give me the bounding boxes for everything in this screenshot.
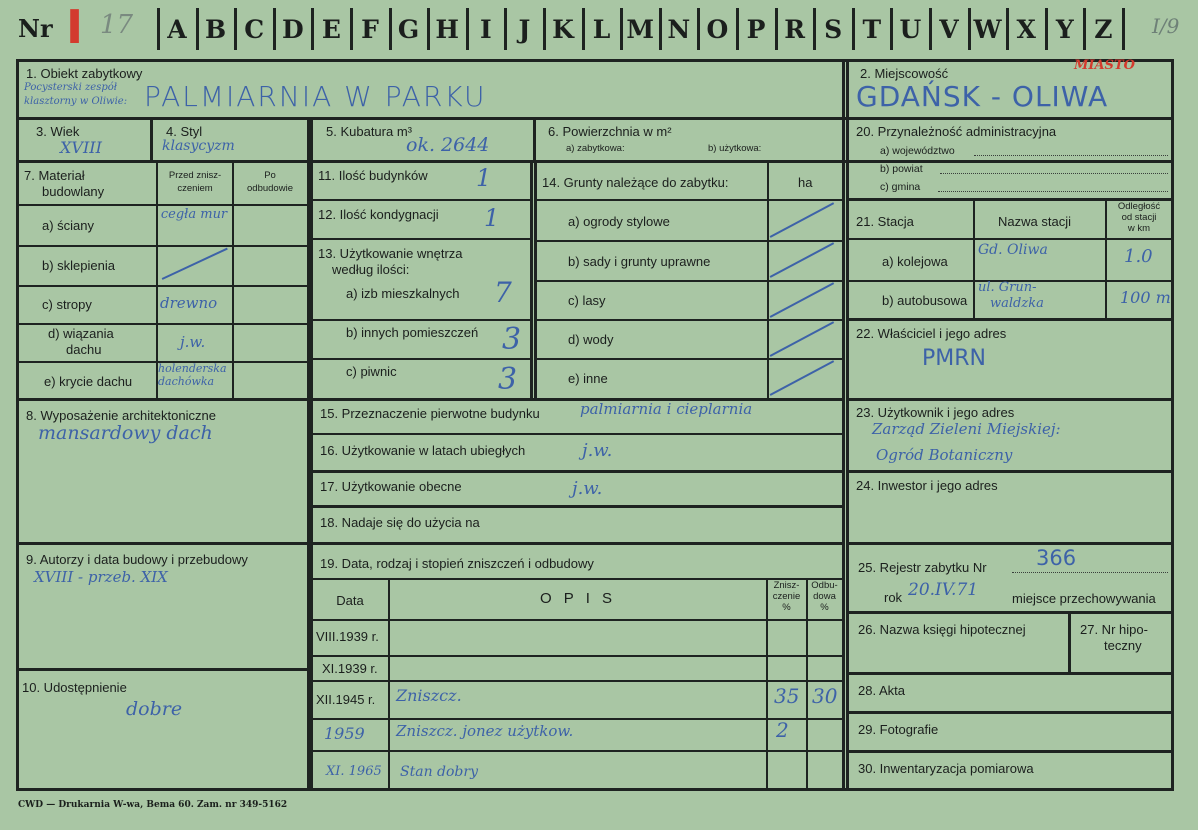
field-6-b: b) użytkowa:: [708, 143, 762, 154]
field-21-b-name-2: waldzka: [990, 296, 1044, 311]
index-separator: [1006, 8, 1009, 50]
index-separator: [697, 8, 700, 50]
field-21-label: 21. Stacja: [856, 214, 914, 229]
field-2-label: 2. Miejscowość: [860, 66, 949, 81]
index-letter-g: G: [397, 14, 420, 44]
field-19-col-o-2: dowa: [813, 591, 836, 602]
field-23-value-1: Zarząd Zieleni Miejskiej:: [872, 420, 1061, 438]
field-11-value: 1: [476, 164, 492, 192]
index-separator: [1083, 8, 1086, 50]
index-separator: [389, 8, 392, 50]
index-letter-k: K: [552, 14, 574, 44]
field-21-b: b) autobusowa: [882, 293, 968, 308]
field-19-col-opis: O P I S: [539, 590, 617, 607]
index-letter-d: D: [281, 14, 304, 44]
field-20-c: c) gmina: [880, 181, 921, 193]
field-19-col-o-3: %: [820, 602, 829, 613]
field-19-row-4-opis: Zniszcz. jonez użytkow.: [396, 722, 574, 740]
field-14-row-e: e) inne: [568, 371, 608, 386]
index-separator: [659, 8, 662, 50]
field-7-row-b: b) sklepienia: [42, 258, 115, 273]
field-6-a: a) zabytkowa:: [566, 143, 625, 154]
index-separator: [852, 8, 855, 50]
index-separator: [620, 8, 623, 50]
field-14-unit: ha: [798, 175, 813, 190]
field-2-note: MIASTO: [1074, 58, 1135, 73]
field-13-c: c) piwnic: [346, 364, 397, 379]
index-letter-p: P: [746, 14, 766, 44]
field-13-label-1: 13. Użytkowanie wnętrza: [318, 246, 463, 261]
index-separator: [929, 8, 932, 50]
field-1-value: PALMIARNIA W PARKU: [144, 80, 487, 113]
field-1-note-1: Pocysterski zespół: [24, 82, 117, 93]
index-letter-s: S: [824, 14, 843, 44]
field-22-label: 22. Właściciel i jego adres: [856, 326, 1007, 341]
field-7-row-a: a) ściany: [42, 218, 95, 233]
index-separator: [350, 8, 353, 50]
field-7-row-e: e) krycie dachu: [44, 374, 133, 389]
index-letter-c: C: [244, 14, 265, 44]
field-25-value: 366: [1036, 546, 1077, 570]
index-separator: [582, 8, 585, 50]
field-14-row-d: d) wody: [568, 332, 614, 347]
field-7-row-d-1: d) wiązania: [48, 326, 114, 341]
index-separator: [1122, 8, 1125, 50]
field-19-row-4-date: 1959: [324, 724, 365, 743]
field-25-rok-value: 20.IV.71: [908, 580, 979, 600]
field-19-row-5-opis: Stan dobry: [400, 764, 478, 780]
field-13-a-value: 7: [494, 276, 512, 309]
index-separator: [890, 8, 893, 50]
field-21-col-dist-1: Odległość: [1117, 201, 1161, 212]
field-1-note-2: klasztorny w Oliwie:: [24, 96, 128, 107]
corner-mark: I/9: [1152, 14, 1180, 38]
index-letter-o: O: [706, 14, 729, 44]
field-9-label: 9. Autorzy i data budowy i przebudowy: [26, 552, 248, 567]
field-20-label: 20. Przynależność administracyjna: [856, 124, 1057, 139]
index-separator: [466, 8, 469, 50]
field-17-value: j.w.: [572, 478, 603, 499]
field-21-b-dist: 100 m: [1120, 288, 1171, 307]
field-20-a: a) województwo: [880, 145, 955, 157]
field-3-value: XVIII: [60, 138, 102, 157]
field-16-label: 16. Użytkowanie w latach ubiegłych: [320, 443, 526, 458]
field-7-row-c: c) stropy: [42, 297, 92, 312]
field-9-value: XVIII - przeb. XIX: [34, 568, 168, 586]
index-separator: [968, 8, 971, 50]
index-separator: [813, 8, 816, 50]
index-letter-z: Z: [1094, 14, 1113, 44]
field-8-value: mansardowy dach: [38, 422, 213, 444]
field-14-row-c: c) lasy: [568, 293, 606, 308]
field-3-label: 3. Wiek: [36, 124, 80, 139]
field-20-b: b) powiat: [880, 163, 923, 175]
field-7-row-e-value: holenderska dachówka: [158, 362, 227, 388]
index-letter-n: N: [667, 14, 691, 44]
field-19-row-5-date: XI. 1965: [326, 764, 382, 779]
field-4-value: klasycyzm: [162, 138, 235, 154]
field-11-label: 11. Ilość budynków: [318, 168, 428, 183]
field-19-row-1-date: VIII.1939 r.: [316, 629, 379, 644]
field-1-label: 1. Obiekt zabytkowy: [26, 66, 143, 81]
field-26-label: 26. Nazwa księgi hipotecznej: [858, 622, 1026, 637]
index-separator: [1045, 8, 1048, 50]
field-21-a-name: Gd. Oliwa: [978, 242, 1048, 258]
field-24-label: 24. Inwestor i jego adres: [856, 478, 998, 493]
field-19-row-4-z: 2: [776, 718, 789, 742]
field-19-col-z-1: Znisz-: [773, 580, 800, 591]
field-19-col-z-2: czenie: [772, 591, 801, 602]
field-14-label: 14. Grunty należące do zabytku:: [542, 175, 729, 190]
field-27-label-1: 27. Nr hipo-: [1080, 622, 1148, 637]
field-13-a: a) izb mieszkalnych: [346, 286, 460, 301]
nr-sub: 17: [100, 10, 134, 40]
field-22-value: PMRN: [922, 346, 986, 371]
field-21-a: a) kolejowa: [882, 254, 948, 269]
field-18-label: 18. Nadaje się do użycia na: [320, 515, 480, 530]
field-19-label: 19. Data, rodzaj i stopień zniszczeń i odbudowy: [320, 556, 594, 571]
field-21-a-dist: 1.0: [1124, 246, 1153, 267]
field-19-col-z-3: %: [782, 602, 791, 613]
field-23-label: 23. Użytkownik i jego adres: [856, 405, 1015, 420]
index-letter-r: R: [784, 14, 805, 44]
field-30-label: 30. Inwentaryzacja pomiarowa: [858, 761, 1034, 776]
index-letter-x: X: [1016, 14, 1036, 44]
field-8-label: 8. Wyposażenie architektoniczne: [26, 408, 216, 423]
index-letter-y: Y: [1055, 14, 1074, 44]
nr-label: Nr: [18, 14, 53, 43]
index-separator: [196, 8, 199, 50]
field-29-label: 29. Fotografie: [858, 722, 939, 737]
field-27-label-2: teczny: [1104, 638, 1142, 653]
field-6-label: 6. Powierzchnia w m²: [548, 124, 672, 139]
field-7-label-1: 7. Materiał: [24, 168, 85, 183]
field-19-row-3-opis: Zniszcz.: [396, 686, 462, 705]
nr-value: I: [66, 0, 84, 54]
field-25-label: 25. Rejestr zabytku Nr: [858, 560, 987, 575]
index-letter-v: V: [939, 14, 959, 44]
index-separator: [311, 8, 314, 50]
field-21-col-dist-2: od stacji: [1121, 212, 1157, 223]
field-12-value: 1: [484, 204, 500, 232]
field-12-label: 12. Ilość kondygnacji: [318, 207, 439, 222]
index-letter-u: U: [899, 14, 922, 44]
index-letter-i: I: [479, 14, 492, 44]
field-25-place: miejsce przechowywania: [1012, 591, 1156, 606]
index-separator: [273, 8, 276, 50]
field-13-b: b) innych pomieszczeń: [346, 325, 479, 340]
field-19-col-date: Data: [336, 593, 364, 608]
field-28-label: 28. Akta: [858, 683, 905, 698]
field-7-row-d-2: dachu: [66, 342, 102, 357]
field-16-value: j.w.: [582, 440, 613, 461]
index-letter-j: J: [518, 14, 531, 44]
field-25-rok-label: rok: [884, 590, 903, 605]
index-letter-b: B: [205, 14, 227, 44]
field-19-row-2-date: XI.1939 r.: [322, 661, 378, 676]
field-7-col1-b: czeniem: [177, 183, 213, 194]
field-19-row-3-o: 30: [812, 684, 838, 708]
index-letter-e: E: [321, 14, 341, 44]
index-separator: [234, 8, 237, 50]
field-10-value: dobre: [126, 698, 183, 720]
field-7-col1-a: Przed znisz-: [168, 170, 222, 181]
field-21-b-name-1: ul. Grun-: [978, 280, 1037, 295]
field-21-col-name: Nazwa stacji: [998, 214, 1071, 229]
field-7-row-a-value: cegła mur: [160, 207, 228, 222]
index-letter-m: M: [626, 14, 655, 44]
field-21-col-dist-3: w km: [1127, 223, 1151, 234]
field-15-label: 15. Przeznaczenie pierwotne budynku: [320, 406, 540, 421]
field-5-value: ok. 2644: [406, 134, 490, 156]
index-letter-f: F: [361, 14, 379, 44]
index-separator: [736, 8, 739, 50]
field-15-value: palmiarnia i cieplarnia: [580, 400, 753, 418]
index-separator: [427, 8, 430, 50]
index-letter-h: H: [435, 14, 459, 44]
field-7-row-c-value: drewno: [160, 294, 218, 312]
field-5-label: 5. Kubatura m³: [326, 124, 412, 139]
field-2-value: GDAŃSK - OLIWA: [856, 80, 1109, 113]
field-14-row-b: b) sady i grunty uprawne: [568, 254, 711, 269]
field-10-label: 10. Udostępnienie: [22, 680, 127, 695]
field-13-label-2: według ilości:: [332, 262, 410, 277]
index-separator: [157, 8, 160, 50]
field-13-c-value: 3: [498, 362, 518, 397]
field-19-row-3-date: XII.1945 r.: [316, 692, 376, 707]
index-letter-a: A: [167, 14, 187, 44]
field-17-label: 17. Użytkowanie obecne: [320, 479, 462, 494]
printer-footer: CWD — Drukarnia W-wa, Bema 60. Zam. nr 349-5162: [18, 800, 288, 810]
index-separator: [504, 8, 507, 50]
field-7-label-2: budowlany: [42, 184, 105, 199]
index-letter-w: W: [973, 14, 1002, 44]
index-separator: [543, 8, 546, 50]
field-23-value-2: Ogród Botaniczny: [876, 446, 1013, 464]
index-separator: [775, 8, 778, 50]
field-7-col2-b: odbudowie: [247, 183, 293, 194]
field-7-row-d-value: j.w.: [180, 333, 206, 351]
field-4-label: 4. Styl: [166, 124, 203, 139]
index-letter-t: T: [862, 14, 882, 44]
field-13-b-value: 3: [502, 322, 522, 357]
field-19-row-3-z: 35: [774, 684, 800, 708]
index-letter-l: L: [592, 14, 611, 44]
field-7-col2-a: Po: [264, 170, 276, 181]
field-14-row-a: a) ogrody stylowe: [568, 214, 670, 229]
field-19-col-o-1: Odbu-: [811, 580, 838, 591]
